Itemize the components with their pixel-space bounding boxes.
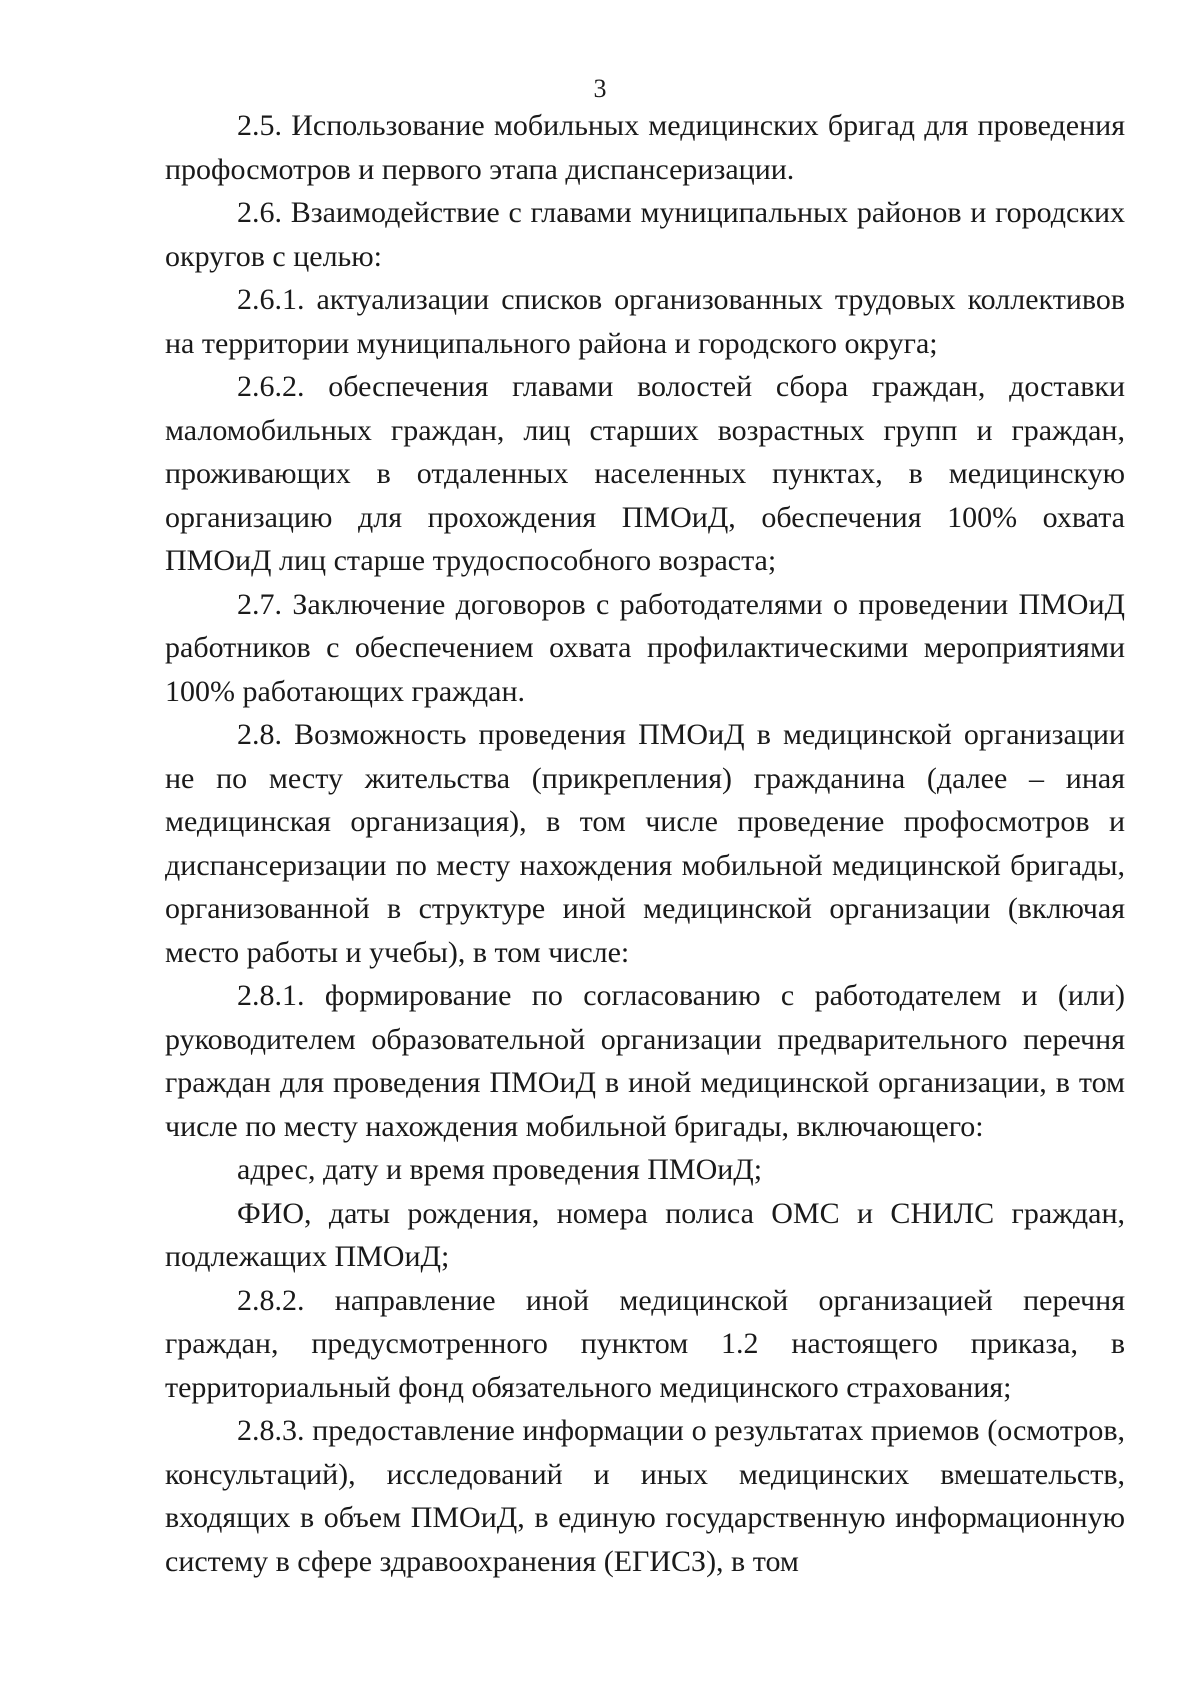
paragraph-2-6: 2.6. Взаимодействие с главами муниципальных районов и городских округов с целью: <box>165 196 1125 273</box>
paragraph-2-6-1: 2.6.1. актуализации списков организованных трудовых коллективов на территории муниципального района и городского округа; <box>165 283 1125 360</box>
page-number: 3 <box>593 74 607 103</box>
paragraph-2-7: 2.7. Заключение договоров с работодателями о проведении ПМОиД работников с обеспечением охвата профилактическими мероприятиями 100% работающих граждан. <box>165 587 1125 708</box>
paragraph-2-5: 2.5. Использование мобильных медицинских бригад для проведения профосмотров и первого этапа диспансеризации. <box>165 109 1125 186</box>
paragraph-address-item: адрес, дату и время проведения ПМОиД; <box>237 1153 763 1186</box>
paragraph-2-6-2: 2.6.2. обеспечения главами волостей сбора граждан, доставки маломобильных граждан, лиц старших возрастных групп и граждан, проживающих в отдаленных населенных пунктах, в медицинскую организацию для прохождения ПМОиД, обеспечения 100% охвата ПМОиД лиц старше трудоспособного возраста; <box>165 370 1125 577</box>
document-body <box>165 104 1125 1583</box>
paragraph-2-8-1: 2.8.1. формирование по согласованию с работодателем и (или) руководителем образовательной организации предварительного перечня граждан для проведения ПМОиД в иной медицинской организации, в том числе по месту нахождения мобильной бригады, включающего: <box>165 979 1125 1143</box>
paragraph-2-8-2: 2.8.2. направление иной медицинской организацией перечня граждан, предусмотренного пунктом 1.2 настоящего приказа, в территориальный фонд обязательного медицинского страхования; <box>165 1283 1125 1404</box>
paragraph-fio-item: ФИО, даты рождения, номера полиса ОМС и СНИЛС граждан, подлежащих ПМОиД; <box>165 1196 1125 1273</box>
paragraph-2-8: 2.8. Возможность проведения ПМОиД в медицинской организации не по месту жительства (прикрепления) гражданина (далее – иная медицинская организация), в том числе проведение профосмотров и диспансеризации по месту нахождения мобильной медицинской бригады, организованной в структуре иной медицинской организации (включая место работы и учебы), в том числе: <box>165 718 1125 969</box>
paragraph-2-8-3: 2.8.3. предоставление информации о результатах приемов (осмотров, консультаций), исследований и иных медицинских вмешательств, входящих в объем ПМОиД, в единую государственную информационную систему в сфере здравоохранения (ЕГИСЗ), в том <box>165 1414 1125 1578</box>
